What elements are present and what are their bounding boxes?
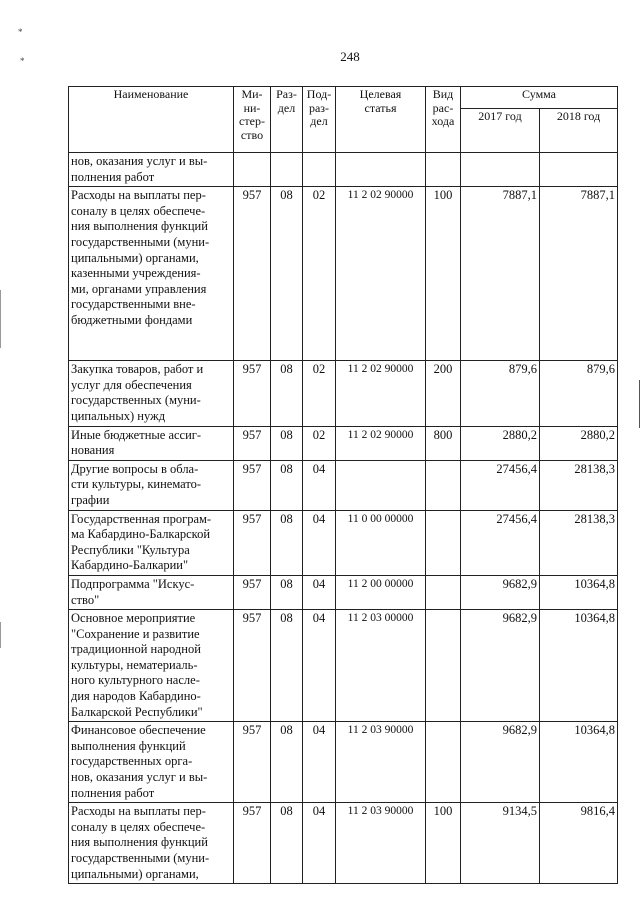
table-row <box>69 460 618 510</box>
row-ministry: 957 <box>234 803 271 884</box>
row-sum-2018: 28138,3 <box>540 460 618 510</box>
row-ministry: 957 <box>234 575 271 609</box>
row-ministry: 957 <box>234 187 271 361</box>
row-target-article: 11 2 03 90000 <box>336 722 426 803</box>
table-row <box>69 153 618 187</box>
scan-artifact-mark: * <box>18 27 23 37</box>
row-ministry <box>234 153 271 187</box>
row-name: Закупка товаров, работ и услуг для обеспечения государственных (муни- ципальных) нужд <box>69 361 234 426</box>
row-name: Расходы на выплаты пер- соналу в целях обеспече- ния выполнения функций государственными (муни- ципальными) органами, казенными учреждения- ми, органами управления государственными вне- бюджетными фондами <box>69 187 234 361</box>
row-section: 08 <box>271 610 303 722</box>
row-target-article: 11 2 02 90000 <box>336 187 426 361</box>
row-expense-type <box>426 460 461 510</box>
table-row <box>69 426 618 460</box>
row-name: Расходы на выплаты пер- соналу в целях обеспече- ния выполнения функций государственными (муни- ципальными) органами, <box>69 803 234 884</box>
row-target-article: 11 2 00 00000 <box>336 575 426 609</box>
row-target-article <box>336 153 426 187</box>
row-sum-2018: 10364,8 <box>540 722 618 803</box>
row-expense-type: 100 <box>426 803 461 884</box>
header-year-2017: 2017 год <box>461 109 540 153</box>
row-section: 08 <box>271 510 303 575</box>
row-ministry: 957 <box>234 510 271 575</box>
row-subsection: 04 <box>303 722 336 803</box>
row-expense-type: 800 <box>426 426 461 460</box>
row-subsection: 04 <box>303 575 336 609</box>
row-sum-2017: 9682,9 <box>461 722 540 803</box>
table-row <box>69 803 618 884</box>
row-expense-type <box>426 610 461 722</box>
row-expense-type <box>426 153 461 187</box>
row-section: 08 <box>271 803 303 884</box>
row-sum-2018 <box>540 153 618 187</box>
row-subsection: 04 <box>303 610 336 722</box>
budget-table <box>68 86 618 884</box>
row-subsection <box>303 153 336 187</box>
header-expense-type: Вид рас- хода <box>426 87 461 153</box>
row-section: 08 <box>271 575 303 609</box>
row-subsection: 02 <box>303 426 336 460</box>
row-section: 08 <box>271 426 303 460</box>
row-ministry: 957 <box>234 361 271 426</box>
table-row <box>69 510 618 575</box>
row-name: Государственная програм- ма Кабардино-Балкарской Республики "Культура Кабардино-Балкарии" <box>69 510 234 575</box>
row-expense-type <box>426 722 461 803</box>
header-subsection: Под- раз- дел <box>303 87 336 153</box>
row-subsection: 02 <box>303 187 336 361</box>
row-section: 08 <box>271 187 303 361</box>
row-sum-2017 <box>461 153 540 187</box>
row-target-article: 11 2 03 00000 <box>336 610 426 722</box>
scan-artifact-mark: * <box>20 56 25 66</box>
header-name: Наименование <box>69 87 234 153</box>
header-section: Раз- дел <box>271 87 303 153</box>
row-ministry: 957 <box>234 722 271 803</box>
table-row <box>69 722 618 803</box>
row-ministry: 957 <box>234 426 271 460</box>
row-section: 08 <box>271 460 303 510</box>
row-name: нов, оказания услуг и вы- полнения работ <box>69 153 234 187</box>
row-subsection: 04 <box>303 460 336 510</box>
row-sum-2017: 7887,1 <box>461 187 540 361</box>
row-target-article: 11 2 02 90000 <box>336 361 426 426</box>
scan-edge-line <box>0 290 1 348</box>
row-subsection: 02 <box>303 361 336 426</box>
row-sum-2018: 7887,1 <box>540 187 618 361</box>
row-expense-type <box>426 575 461 609</box>
row-target-article: 11 2 02 90000 <box>336 426 426 460</box>
row-name: Иные бюджетные ассиг- нования <box>69 426 234 460</box>
row-expense-type <box>426 510 461 575</box>
row-sum-2018: 10364,8 <box>540 575 618 609</box>
row-sum-2017: 9682,9 <box>461 610 540 722</box>
row-sum-2018: 28138,3 <box>540 510 618 575</box>
row-section: 08 <box>271 361 303 426</box>
row-sum-2017: 27456,4 <box>461 510 540 575</box>
header-target-article: Целевая статья <box>336 87 426 153</box>
row-subsection: 04 <box>303 510 336 575</box>
row-sum-2017: 9134,5 <box>461 803 540 884</box>
table-row <box>69 610 618 722</box>
row-ministry: 957 <box>234 460 271 510</box>
row-sum-2018: 879,6 <box>540 361 618 426</box>
row-sum-2017: 2880,2 <box>461 426 540 460</box>
row-name: Другие вопросы в обла- сти культуры, кинемато- графии <box>69 460 234 510</box>
row-target-article: 11 2 03 90000 <box>336 803 426 884</box>
table-row <box>69 361 618 426</box>
page-number: 248 <box>340 49 360 64</box>
row-sum-2018: 10364,8 <box>540 610 618 722</box>
header-sum: Сумма <box>461 87 618 109</box>
row-target-article <box>336 460 426 510</box>
row-name: Финансовое обеспечение выполнения функций государственных орга- нов, оказания услуг и вы- полнения работ <box>69 722 234 803</box>
header-ministry: Ми- ни- стер- ство <box>234 87 271 153</box>
row-sum-2017: 27456,4 <box>461 460 540 510</box>
row-section <box>271 153 303 187</box>
row-name: Подпрограмма "Искус- ство" <box>69 575 234 609</box>
scan-edge-line <box>0 622 1 648</box>
row-section: 08 <box>271 722 303 803</box>
table-row <box>69 575 618 609</box>
row-sum-2018: 2880,2 <box>540 426 618 460</box>
row-subsection: 04 <box>303 803 336 884</box>
row-name: Основное мероприятие "Сохранение и развитие традиционной народной культуры, нематериаль- ного культурного насле- дия народов Кабардино- Балкарской Республики" <box>69 610 234 722</box>
table-body <box>69 153 618 884</box>
row-sum-2017: 9682,9 <box>461 575 540 609</box>
row-ministry: 957 <box>234 610 271 722</box>
row-sum-2018: 9816,4 <box>540 803 618 884</box>
header-year-2018: 2018 год <box>540 109 618 153</box>
row-sum-2017: 879,6 <box>461 361 540 426</box>
row-expense-type: 100 <box>426 187 461 361</box>
row-expense-type: 200 <box>426 361 461 426</box>
row-target-article: 11 0 00 00000 <box>336 510 426 575</box>
table-row <box>69 187 618 361</box>
